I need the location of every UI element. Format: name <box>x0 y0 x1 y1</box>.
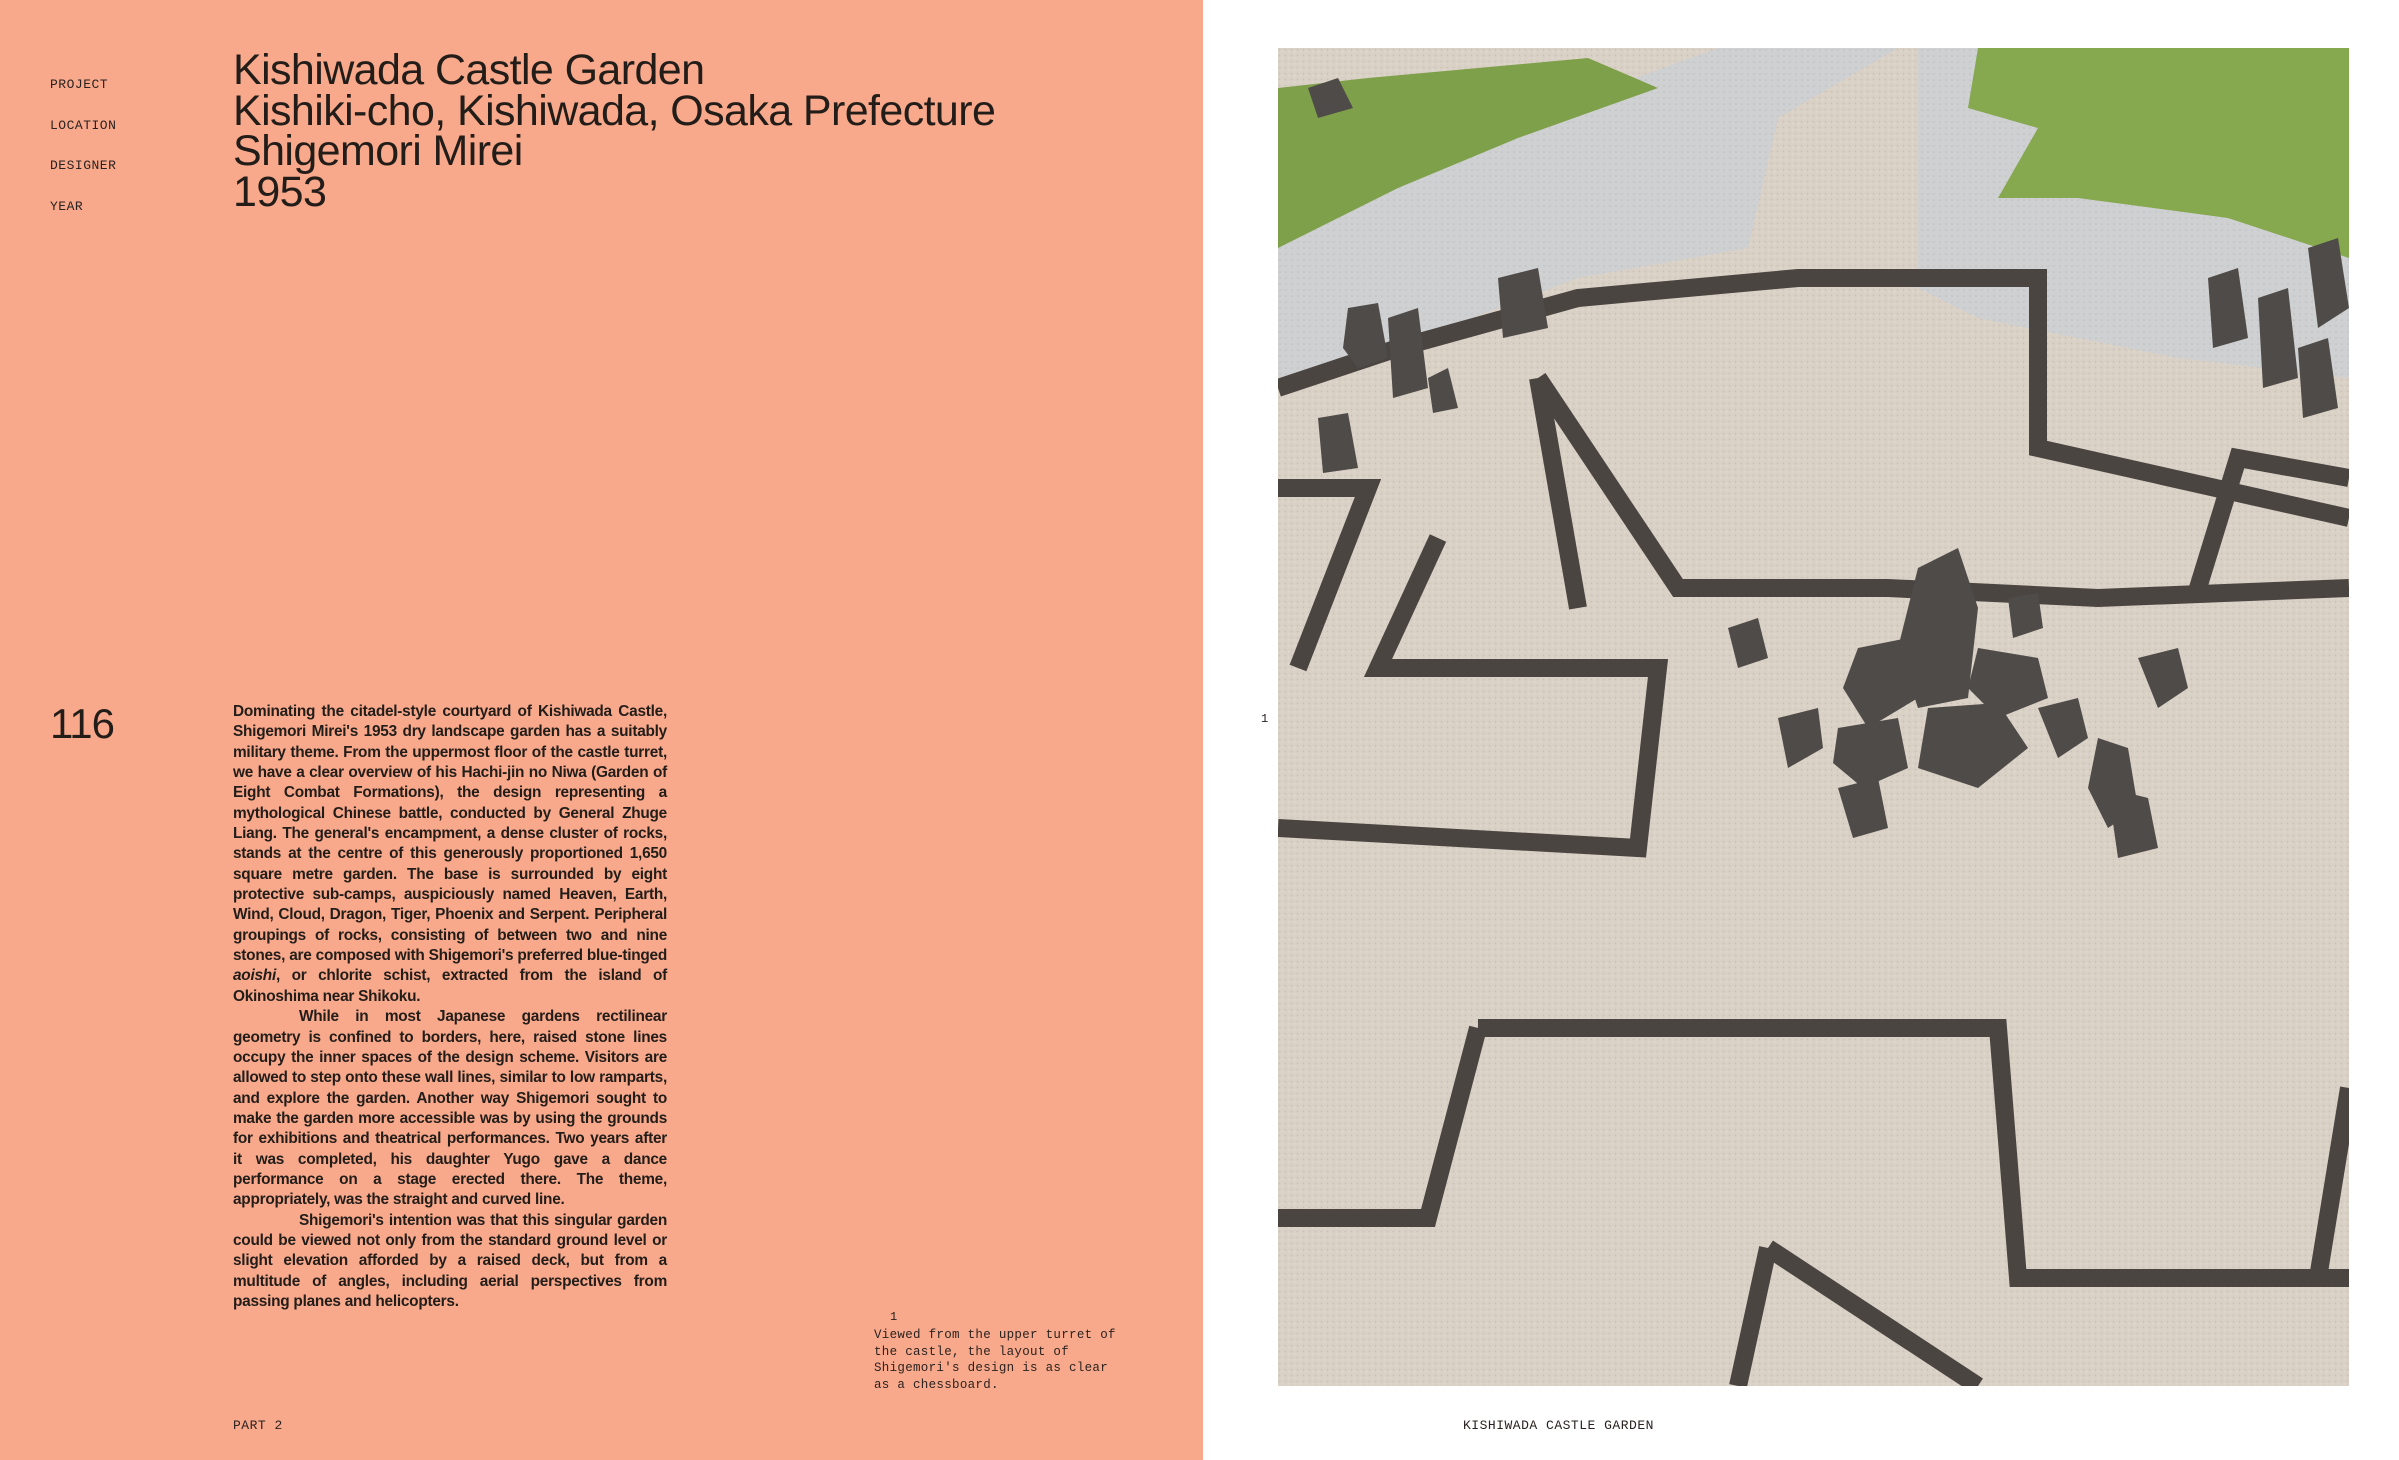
project-designer: Shigemori Mirei <box>233 127 523 175</box>
body-paragraph-2: While in most Japanese gardens rectilinear geometry is confined to borders, here, raised stone lines occupy the inner spaces of the design scheme. Visitors are allowed to step onto these wall lines, similar to low ramparts, and explore the garden. Another way Shigemori sought to make the garden more accessible was by using the grounds for exhibitions and theatrical performances. Two years after it was completed, his daughter Yugo gave a dance performance on a stage erected there. The theme, appropriately, was the straight and curved line. <box>233 1008 667 1209</box>
project-location: Kishiki-cho, Kishiwada, Osaka Prefecture <box>233 86 996 135</box>
project-year: 1953 <box>233 167 327 216</box>
body-text <box>233 702 667 1312</box>
caption-number: 1 <box>890 1310 898 1324</box>
photo-index: 1 <box>1261 712 1269 726</box>
label-location: LOCATION <box>50 117 117 133</box>
project-meta-labels <box>50 76 116 238</box>
aoishi-term: aoishi <box>233 967 276 985</box>
label-designer: DESIGNER <box>50 158 117 173</box>
garden-aerial-photo <box>1278 48 2349 1386</box>
photo-caption: Viewed from the upper turret of the castle, the layout of Shigemori's design is as clear as a chessboard. <box>874 1328 1116 1392</box>
page-number: 116 <box>50 700 114 747</box>
project-title: Kishiwada Castle Garden <box>233 46 705 94</box>
footer-running-title: KISHIWADA CASTLE GARDEN <box>1463 1418 1654 1433</box>
project-meta-values <box>233 46 996 216</box>
garden-illustration <box>1278 48 2349 1386</box>
body-paragraph-3: Shigemori's intention was that this singular garden could be viewed not only from the standard ground level or slight elevation afforded by a raised deck, but from a multitude of angles, including aerial perspectives from passing planes and helicopters. <box>233 1211 667 1310</box>
body-paragraph-1: Dominating the citadel-style courtyard of Kishiwada Castle, Shigemori Mirei's 1953 dry landscape garden has a suitably military theme. From the uppermost floor of the castle turret, we have a clear overview of his Hachi-jin no Niwa (Garden of Eight Combat Formations), the design representing a mythological Chinese battle, conducted by General Zhuge Liang. The general's encampment, a dense cluster of rocks, stands at the centre of this generously proportioned 1,650 square metre garden. The base is surrounded by eight protective sub-camps, auspiciously named Heaven, Earth, Wind, Cloud, Dragon, Tiger, Phoenix and Serpent. Peripheral groupings of rocks, consisting of between two and nine stones, are composed with Shigemori's preferred blue-tinged aoishi, or chlorite schist, extracted from the island of Okinoshima near Shikoku. <box>233 703 667 1005</box>
label-project: PROJECT <box>50 77 109 92</box>
footer-section-label: PART 2 <box>233 1418 283 1433</box>
label-year: YEAR <box>50 198 84 214</box>
